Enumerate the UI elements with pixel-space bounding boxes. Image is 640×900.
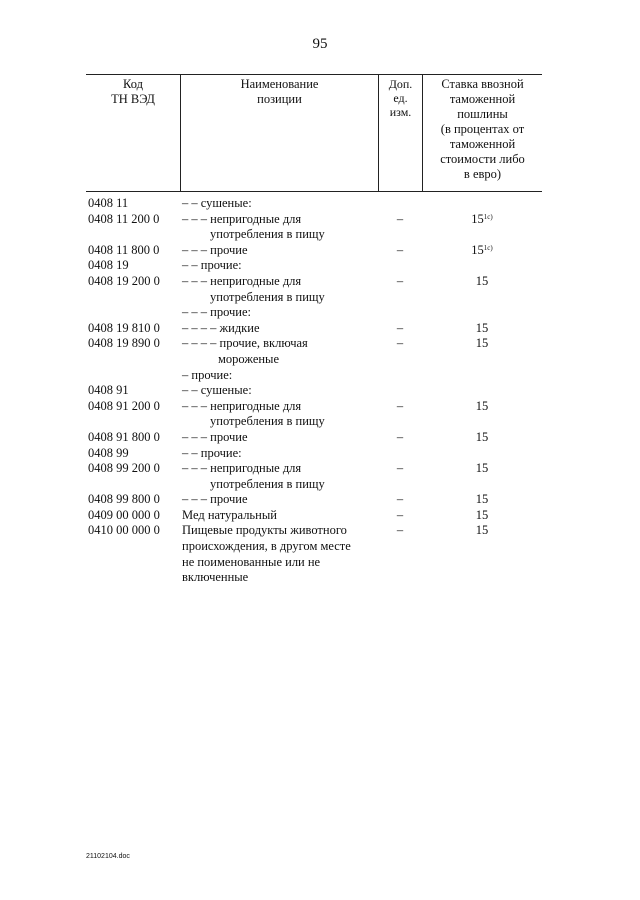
row-name-line: – – – непригодные для: [182, 398, 302, 413]
row-name-line: Пищевые продукты животного: [182, 523, 347, 538]
row-unit: –: [396, 429, 404, 444]
table-body: [86, 196, 542, 586]
row-unit: –: [396, 320, 404, 335]
row-name-line: не поименованные или не: [182, 554, 321, 569]
row-name-line: включенные: [182, 570, 249, 585]
table-row: [86, 321, 542, 337]
row-code: 0409 00 000 0: [88, 507, 160, 522]
row-name: [182, 305, 372, 321]
row-name: [182, 446, 372, 462]
row-name-line: употребления в пищу: [210, 476, 325, 491]
header-rate-line: пошлины: [457, 107, 508, 121]
row-code: 0408 19 890 0: [88, 336, 160, 351]
header-code-line: ТН ВЭД: [111, 92, 155, 106]
row-name: [182, 430, 372, 446]
row-rate-note: 1с): [483, 212, 493, 221]
row-unit: –: [396, 492, 404, 507]
table-row: [86, 258, 542, 274]
row-name: [182, 368, 372, 384]
row-rate-value: 15: [475, 398, 489, 413]
row-name: [182, 321, 372, 337]
row-code: 0408 99: [88, 445, 129, 460]
row-code: 0408 99 200 0: [88, 461, 160, 476]
row-name-line: – – – прочие:: [182, 305, 251, 320]
page-number: 95: [312, 36, 328, 52]
row-unit: –: [396, 211, 404, 226]
row-code: 0408 19 200 0: [88, 273, 160, 288]
row-name: [182, 212, 372, 243]
row-code: 0408 11 200 0: [88, 211, 160, 226]
row-rate-value: 15: [471, 211, 484, 226]
row-unit: –: [396, 507, 404, 522]
header-rate: [422, 75, 542, 191]
row-name-line: происхождения, в другом месте: [182, 539, 351, 554]
header-rate-line: таможенной: [449, 137, 516, 151]
row-code: 0408 19: [88, 258, 129, 273]
footer-filename: 21102104.doc: [86, 853, 130, 860]
row-rate-value: 15: [471, 242, 484, 257]
table-row: [86, 274, 542, 305]
tariff-table: [86, 74, 542, 586]
row-name: [182, 399, 372, 430]
row-name-line: – – прочие:: [182, 445, 242, 460]
row-code: 0408 19 810 0: [88, 320, 160, 335]
row-unit: –: [396, 273, 404, 288]
row-unit: –: [396, 523, 404, 538]
row-rate: [422, 399, 542, 415]
row-name: [182, 336, 372, 367]
row-rate: [422, 523, 542, 539]
row-name-line: употребления в пищу: [210, 414, 325, 429]
header-name-line: Наименование: [240, 77, 319, 91]
header-code: [86, 75, 180, 191]
table-row: [86, 446, 542, 462]
table-row: [86, 336, 542, 367]
table-row: [86, 399, 542, 430]
row-rate-value: 15: [475, 523, 489, 538]
row-rate: [422, 492, 542, 508]
row-unit: –: [396, 461, 404, 476]
row-rate-value: 15: [475, 461, 489, 476]
row-name: [182, 258, 372, 274]
row-name: [182, 508, 372, 524]
row-rate-value: 15: [475, 507, 489, 522]
row-rate-value: 15: [475, 273, 489, 288]
row-rate-value: 15: [475, 336, 489, 351]
row-name-line: употребления в пищу: [210, 227, 325, 242]
row-name-line: – – сушеные:: [182, 196, 252, 210]
row-rate-value: 15: [475, 320, 489, 335]
row-code: 0408 99 800 0: [88, 492, 160, 507]
row-rate-value: 15: [475, 429, 489, 444]
row-rate: [422, 212, 542, 228]
table-header: [86, 74, 542, 192]
table-row: [86, 430, 542, 446]
row-name: [182, 383, 372, 399]
row-rate: [422, 321, 542, 337]
row-rate: [422, 430, 542, 446]
row-unit: –: [396, 242, 404, 257]
header-rate-line: Ставка ввозной: [441, 77, 524, 91]
row-rate: [422, 336, 542, 352]
header-rate-line: таможенной: [449, 92, 516, 106]
table-row: [86, 368, 542, 384]
header-name: [180, 75, 378, 191]
row-name-line: – – – прочие: [182, 492, 248, 507]
row-code: 0408 91 200 0: [88, 398, 160, 413]
row-unit: –: [396, 398, 404, 413]
row-rate: [422, 243, 542, 259]
row-rate-note: 1с): [483, 243, 493, 252]
row-code: 0410 00 000 0: [88, 523, 160, 538]
header-unit: [378, 75, 422, 191]
row-name-line: – – – прочие: [182, 242, 248, 257]
row-rate: [422, 508, 542, 524]
header-unit-line: ед.: [393, 91, 408, 105]
table-row: [86, 243, 542, 259]
row-code: 0408 11: [88, 196, 129, 210]
header-name-line: позиции: [257, 92, 302, 106]
row-code: 0408 91 800 0: [88, 429, 160, 444]
row-rate: [422, 274, 542, 290]
table-row: [86, 383, 542, 399]
row-name-line: – – – непригодные для: [182, 461, 302, 476]
row-name-line: – прочие:: [182, 367, 233, 382]
row-name-line: – – – непригодные для: [182, 273, 302, 288]
row-rate-value: 15: [475, 492, 489, 507]
row-name-line: – – – непригодные для: [182, 211, 302, 226]
row-name-line: Мед натуральный: [182, 507, 277, 522]
header-rate-line: в евро): [463, 167, 502, 181]
row-name: [182, 461, 372, 492]
row-name-line: – – – прочие: [182, 429, 248, 444]
row-rate: [422, 461, 542, 477]
row-name-line: – – – – жидкие: [182, 320, 260, 335]
row-name-line: – – прочие:: [182, 258, 242, 273]
row-name-line: употребления в пищу: [210, 289, 325, 304]
row-name: [182, 523, 372, 585]
header-unit-line: Доп.: [388, 77, 413, 91]
row-name: [182, 196, 372, 212]
table-row: [86, 212, 542, 243]
row-unit: –: [396, 336, 404, 351]
row-code: 0408 11 800 0: [88, 242, 160, 257]
row-name: [182, 274, 372, 305]
header-unit-line: изм.: [389, 105, 412, 119]
table-row: [86, 523, 542, 585]
header-rate-line: стоимости либо: [440, 152, 525, 166]
row-name: [182, 492, 372, 508]
row-name-line: – – – – прочие, включая: [182, 336, 308, 351]
table-row: [86, 508, 542, 524]
header-code-line: Код: [123, 77, 143, 91]
table-row: [86, 461, 542, 492]
row-name-line: – – сушеные:: [182, 383, 252, 398]
table-row: [86, 492, 542, 508]
row-name: [182, 243, 372, 259]
header-rate-line: (в процентах от: [440, 122, 525, 136]
table-row: [86, 305, 542, 321]
row-name-line: мороженые: [218, 351, 280, 366]
table-row: [86, 196, 542, 212]
row-code: 0408 91: [88, 383, 129, 398]
